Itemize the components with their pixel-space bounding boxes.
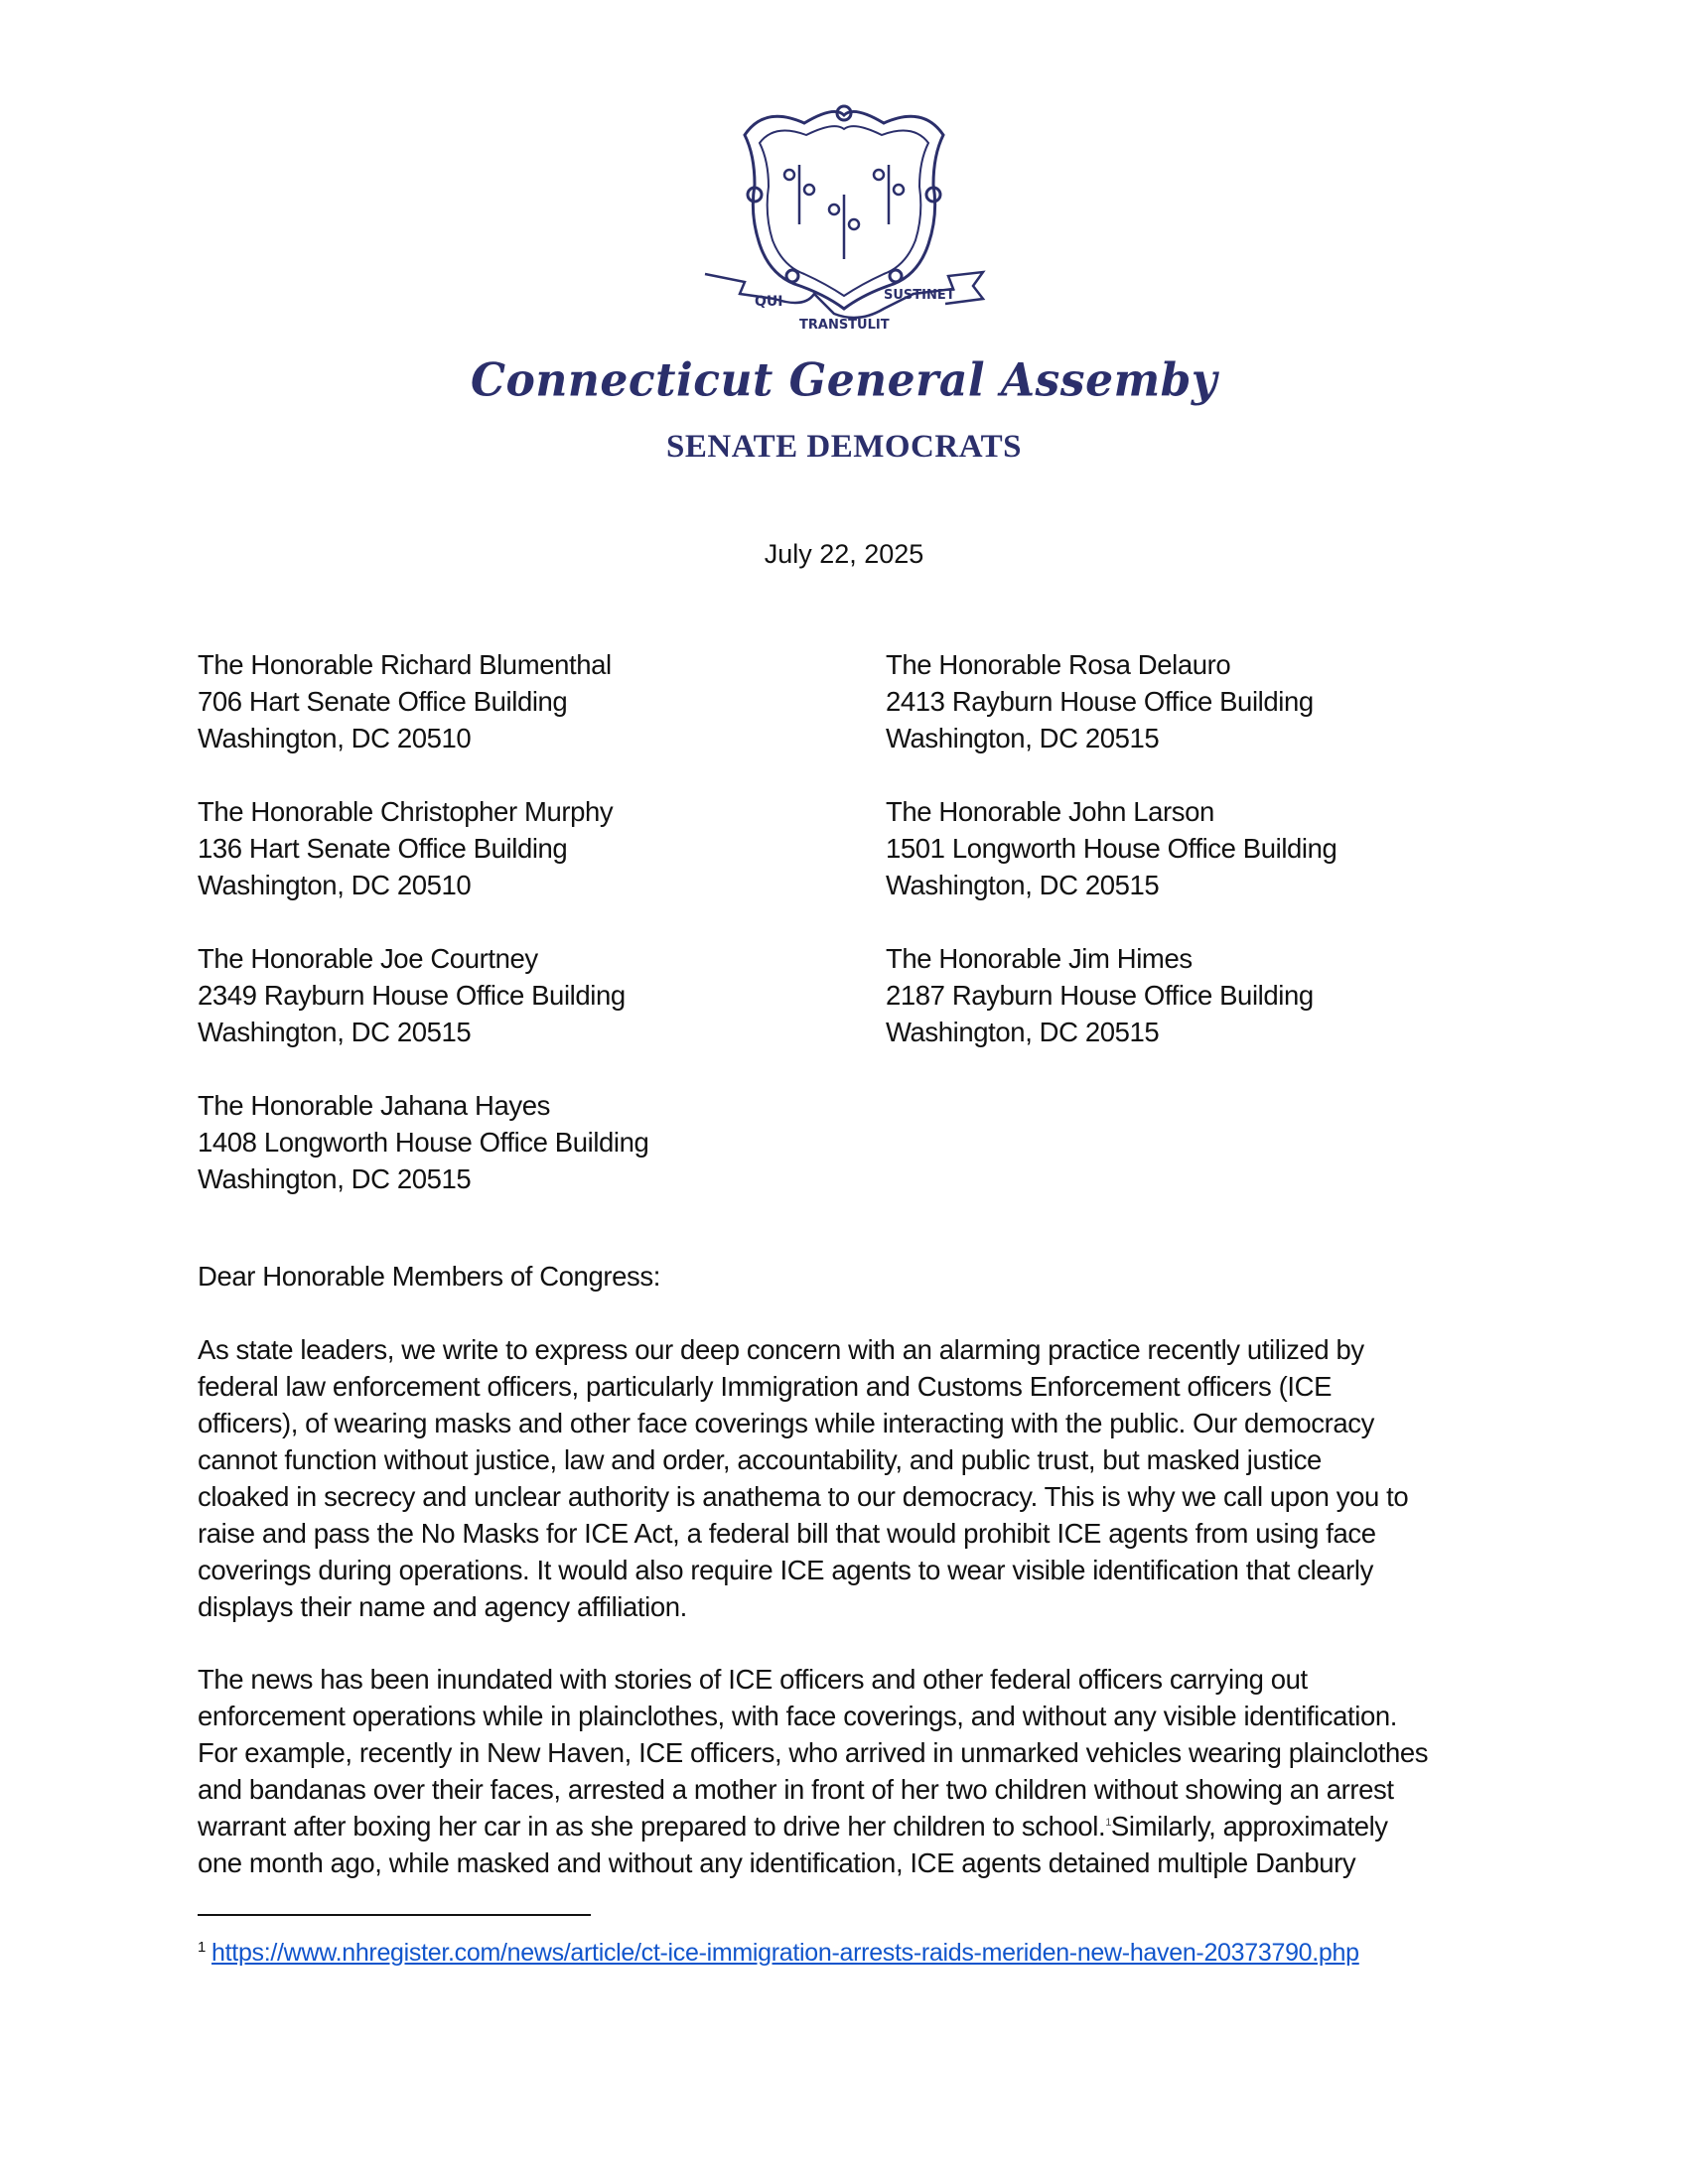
recipient-block: [886, 940, 1521, 1050]
paragraph-line: one month ago, while masked and without any identification, ICE agents detained multiple Danbury: [198, 1847, 1356, 1878]
salutation: Dear Honorable Members of Congress:: [198, 1261, 660, 1292]
paragraph-line: and bandanas over their faces, arrested a mother in front of her two children without showing an arrest: [198, 1774, 1394, 1805]
paragraph-line: As state leaders, we write to express our deep concern with an alarming practice recently utilized by: [198, 1334, 1364, 1365]
recipient-block: [198, 793, 833, 903]
paragraph-line: The news has been inundated with stories of ICE officers and other federal officers carrying out: [198, 1664, 1308, 1695]
recipient-block: [198, 1087, 833, 1197]
footnote-reference[interactable]: 1: [1105, 1816, 1111, 1829]
svg-text:QUI: QUI: [755, 294, 783, 310]
assembly-name: Connecticut General Assemby: [471, 353, 1217, 408]
recipient-name: The Honorable Rosa Delauro: [886, 649, 1231, 680]
recipient-name: The Honorable Richard Blumenthal: [198, 649, 612, 680]
svg-text:SUSTINET: SUSTINET: [884, 288, 955, 303]
recipient-city: Washington, DC 20515: [198, 1017, 472, 1047]
recipient-name: The Honorable Jim Himes: [886, 943, 1193, 974]
paragraph-line: cannot function without justice, law and order, accountability, and public trust, but masked justice: [198, 1444, 1322, 1475]
recipient-office: 2187 Rayburn House Office Building: [886, 980, 1314, 1011]
paragraph-line: cloaked in secrecy and unclear authority is anathema to our democracy. This is why we call upon you to: [198, 1481, 1409, 1512]
line-text: Similarly, approximately: [1110, 1811, 1388, 1842]
paragraph-line: federal law enforcement officers, particularly Immigration and Customs Enforcement officers (ICE: [198, 1371, 1333, 1402]
letter-date: July 22, 2025: [764, 539, 924, 569]
recipient-office: 2413 Rayburn House Office Building: [886, 686, 1314, 717]
recipient-city: Washington, DC 20515: [886, 1017, 1160, 1047]
recipient-city: Washington, DC 20515: [886, 870, 1160, 900]
recipient-block: [198, 646, 833, 756]
caucus-name: SENATE DEMOCRATS: [666, 429, 1022, 465]
recipient-block: [198, 940, 833, 1050]
line-text: warrant after boxing her car in as she prepared to drive her children to school.: [198, 1811, 1106, 1842]
recipient-city: Washington, DC 20510: [198, 870, 472, 900]
connecticut-state-seal-icon: [685, 95, 1003, 343]
recipient-office: 706 Hart Senate Office Building: [198, 686, 568, 717]
body-paragraph: [198, 1661, 1488, 1881]
recipient-city: Washington, DC 20515: [198, 1163, 472, 1194]
paragraph-line: enforcement operations while in plainclothes, with face coverings, and without any visible identification.: [198, 1701, 1398, 1731]
recipient-office: 2349 Rayburn House Office Building: [198, 980, 626, 1011]
paragraph-line: officers), of wearing masks and other face coverings while interacting with the public. Our democracy: [198, 1408, 1374, 1438]
recipient-block: [886, 646, 1521, 756]
recipient-name: The Honorable John Larson: [886, 796, 1214, 827]
footnote-number: 1: [198, 1938, 207, 1956]
recipient-name: The Honorable Joe Courtney: [198, 943, 538, 974]
paragraph-line: raise and pass the No Masks for ICE Act, a federal bill that would prohibit ICE agents from using face: [198, 1518, 1376, 1549]
recipient-block: [886, 793, 1521, 903]
footnote-link[interactable]: https://www.nhregister.com/news/article/ct-ice-immigration-arrests-raids-meriden-new-haven-20373790.php: [211, 1939, 1359, 1967]
recipient-office: 136 Hart Senate Office Building: [198, 833, 568, 864]
paragraph-line: [198, 1808, 1488, 1844]
footnote: [198, 1937, 1359, 1969]
recipient-name: The Honorable Jahana Hayes: [198, 1090, 550, 1121]
paragraph-line: displays their name and agency affiliation.: [198, 1591, 687, 1622]
recipient-office: 1501 Longworth House Office Building: [886, 833, 1337, 864]
recipient-city: Washington, DC 20515: [886, 723, 1160, 753]
footnote-separator: [198, 1914, 591, 1916]
body-paragraph: [198, 1331, 1488, 1625]
paragraph-line: coverings during operations. It would also require ICE agents to wear visible identification that clearly: [198, 1555, 1373, 1585]
recipient-city: Washington, DC 20510: [198, 723, 472, 753]
svg-text:TRANSTULIT: TRANSTULIT: [799, 318, 890, 333]
paragraph-line: For example, recently in New Haven, ICE officers, who arrived in unmarked vehicles wearing plainclothes: [198, 1737, 1429, 1768]
recipient-office: 1408 Longworth House Office Building: [198, 1127, 649, 1158]
recipient-name: The Honorable Christopher Murphy: [198, 796, 614, 827]
